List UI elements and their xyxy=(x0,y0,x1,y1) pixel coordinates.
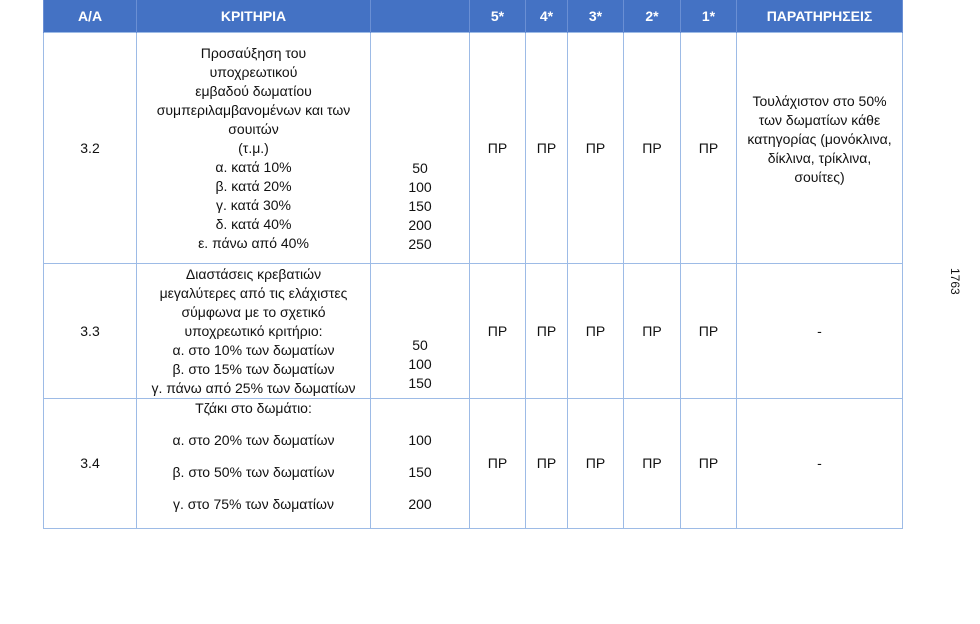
row-number: 3.4 xyxy=(44,399,137,529)
star-2-cell: ΠΡ xyxy=(624,264,681,399)
criteria-cell xyxy=(137,399,371,529)
spacer xyxy=(137,418,370,431)
criteria-line: γ. κατά 30% xyxy=(215,196,292,213)
spacer xyxy=(137,482,370,495)
criteria-line: εμβαδού δωματίου xyxy=(195,82,312,99)
star-1-cell: ΠΡ xyxy=(681,33,737,264)
header-aa: Α/Α xyxy=(44,0,137,33)
spacer xyxy=(137,450,370,463)
criteria-line: Διαστάσεις κρεβατιών xyxy=(185,265,322,282)
points-value: 200 xyxy=(408,217,432,233)
table-row xyxy=(44,264,903,399)
header-criteria: ΚΡΙΤΗΡΙΑ xyxy=(137,0,371,33)
row-number: 3.2 xyxy=(44,33,137,264)
header-3-star: 3* xyxy=(568,0,624,33)
criteria-line: δ. κατά 40% xyxy=(215,215,292,232)
table-row xyxy=(44,399,903,529)
star-5-cell: ΠΡ xyxy=(470,399,526,529)
points-value: 200 xyxy=(408,496,432,512)
notes-cell: - xyxy=(737,399,903,529)
spacer xyxy=(371,482,469,495)
header-1-star: 1* xyxy=(681,0,737,33)
star-5-cell: ΠΡ xyxy=(470,33,526,264)
criteria-line: γ. πάνω από 25% των δωματίων xyxy=(151,379,356,396)
notes-line: κατηγορίας (μονόκλινα, xyxy=(747,131,892,147)
star-1-cell: ΠΡ xyxy=(681,399,737,529)
criteria-cell xyxy=(137,33,371,264)
points-value: 50 xyxy=(412,160,428,176)
points-value: 250 xyxy=(408,236,432,252)
criteria-line: υποχρεωτικού xyxy=(209,63,298,80)
points-cell xyxy=(371,33,470,264)
points-value: 100 xyxy=(408,432,432,448)
star-4-cell: ΠΡ xyxy=(526,33,568,264)
points-value: 150 xyxy=(408,198,432,214)
row-number: 3.3 xyxy=(44,264,137,399)
notes-line: των δωματίων κάθε xyxy=(758,112,881,128)
criteria-line: μεγαλύτερες από τις ελάχιστες xyxy=(159,284,348,301)
star-3-cell: ΠΡ xyxy=(568,399,624,529)
criteria-line: σύμφωνα με το σχετικό xyxy=(181,303,326,320)
notes-line: Τουλάχιστον στο 50% xyxy=(752,93,887,109)
criteria-line: Τζάκι στο δωμάτιο: xyxy=(195,400,312,416)
star-2-cell: ΠΡ xyxy=(624,33,681,264)
table-row xyxy=(44,33,903,264)
criteria-line: α. στο 10% των δωματίων xyxy=(172,341,335,358)
notes-line: σουίτες) xyxy=(794,169,845,185)
points-cell xyxy=(371,399,470,529)
criteria-line: ε. πάνω από 40% xyxy=(198,234,309,251)
notes-cell: - xyxy=(737,264,903,399)
criteria-line: γ. στο 75% των δωματίων xyxy=(173,496,334,512)
header-5-star: 5* xyxy=(470,0,526,33)
spacer xyxy=(371,450,469,463)
criteria-line: β. στο 15% των δωματίων xyxy=(172,360,335,377)
star-4-cell: ΠΡ xyxy=(526,399,568,529)
notes-line: δίκλινα, τρίκλινα, xyxy=(767,150,872,166)
criteria-line: α. κατά 10% xyxy=(215,158,292,175)
star-3-cell: ΠΡ xyxy=(568,264,624,399)
criteria-line: β. κατά 20% xyxy=(215,177,292,194)
star-5-cell: ΠΡ xyxy=(470,264,526,399)
criteria-line: συμπεριλαμβανομένων και των xyxy=(156,101,351,118)
star-4-cell: ΠΡ xyxy=(526,264,568,399)
points-value: 100 xyxy=(408,179,432,195)
criteria-cell xyxy=(137,264,371,399)
header-notes: ΠΑΡΑΤΗΡΗΣΕΙΣ xyxy=(737,0,903,33)
points-value: 50 xyxy=(412,337,428,353)
star-2-cell: ΠΡ xyxy=(624,399,681,529)
star-3-cell: ΠΡ xyxy=(568,33,624,264)
notes-cell xyxy=(737,33,903,264)
page-number: 1763 xyxy=(948,268,962,295)
star-1-cell: ΠΡ xyxy=(681,264,737,399)
points-value: 150 xyxy=(408,375,432,391)
points-value: 150 xyxy=(408,464,432,480)
criteria-line: υποχρεωτικό κριτήριο: xyxy=(184,322,323,339)
header-4-star: 4* xyxy=(526,0,568,33)
header-2-star: 2* xyxy=(624,0,681,33)
criteria-line: α. στο 20% των δωματίων xyxy=(172,432,335,448)
header-points xyxy=(371,0,470,33)
criteria-line: Προσαύξηση του xyxy=(200,44,307,61)
criteria-line: β. στο 50% των δωματίων xyxy=(172,464,335,480)
points-value: 100 xyxy=(408,356,432,372)
criteria-line: (τ.μ.) xyxy=(238,139,269,156)
criteria-line: σουιτών xyxy=(228,120,279,137)
criteria-table xyxy=(43,0,903,529)
points-cell xyxy=(371,264,470,399)
table-header-row xyxy=(44,0,903,33)
